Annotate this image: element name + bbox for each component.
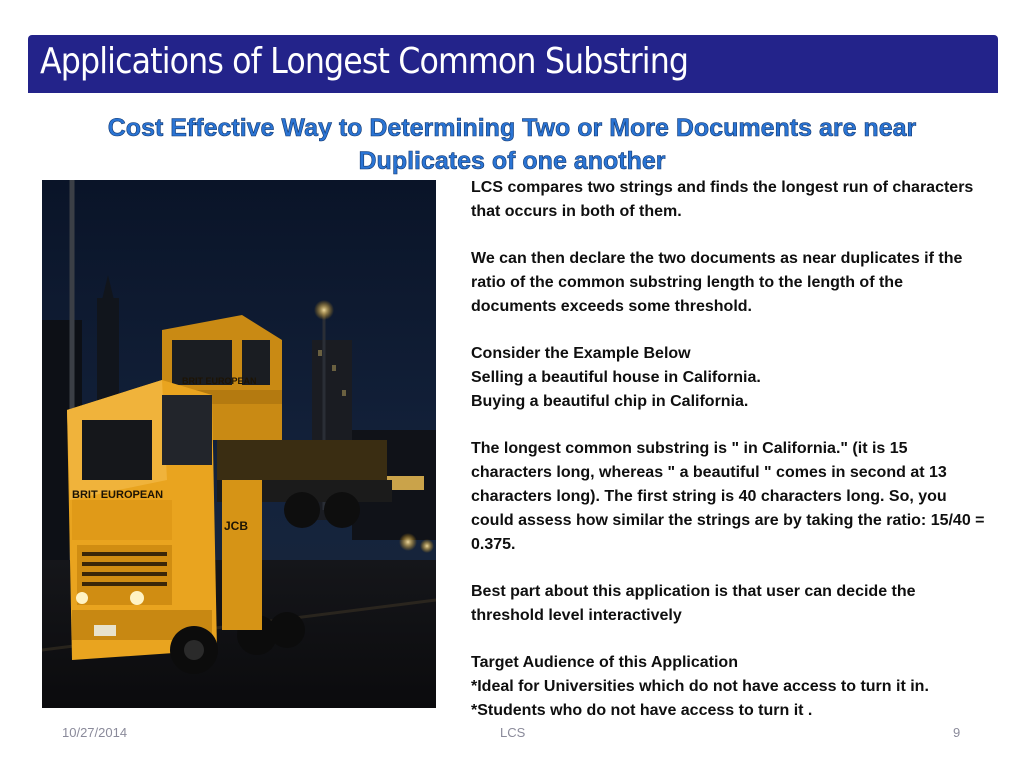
truck-photo (42, 180, 436, 708)
footer-date: 10/27/2014 (62, 725, 128, 740)
body-paragraph-4: The longest common substring is " in California." (it is 15 characters long, whereas " a beautiful " comes in second at 13 characters long). The first string is 40 characters long. So, you could assess how similar the strings are by taking the ratio: 15/40 = 0.375. (471, 440, 985, 553)
truck-logo: JCB (224, 519, 249, 533)
body-paragraph-1: LCS compares two strings and finds the longest run of characters that occurs in both of them. (471, 179, 974, 220)
example-string-1: Selling a beautiful house in California. (471, 369, 761, 386)
slide-title: Applications of Longest Common Substring (40, 41, 689, 82)
truck-text-front: BRIT EUROPEAN (72, 489, 164, 501)
slide-subtitle: Cost Effective Way to Determining Two or More Documents are near Duplicates of one another (107, 114, 917, 175)
audience-heading: Target Audience of this Application (471, 654, 738, 671)
title-bar (28, 35, 998, 93)
page-number: 9 (953, 725, 961, 740)
body-paragraph-5: Best part about this application is that user can decide the threshold level interactively (471, 583, 916, 624)
truck-text-top: BRIT EUROPEAN (182, 376, 257, 386)
audience-item-2: *Students who do not have access to turn it . (471, 702, 813, 719)
example-heading: Consider the Example Below (471, 345, 691, 362)
example-string-2: Buying a beautiful chip in California. (471, 393, 749, 410)
body-paragraph-2: We can then declare the two documents as near duplicates if the ratio of the common substring length to the length of the documents exceeds some threshold. (471, 250, 963, 315)
slide-body (471, 176, 991, 723)
audience-item-1: *Ideal for Universities which do not have access to turn it in. (471, 678, 929, 695)
footer-center: LCS (500, 725, 526, 740)
